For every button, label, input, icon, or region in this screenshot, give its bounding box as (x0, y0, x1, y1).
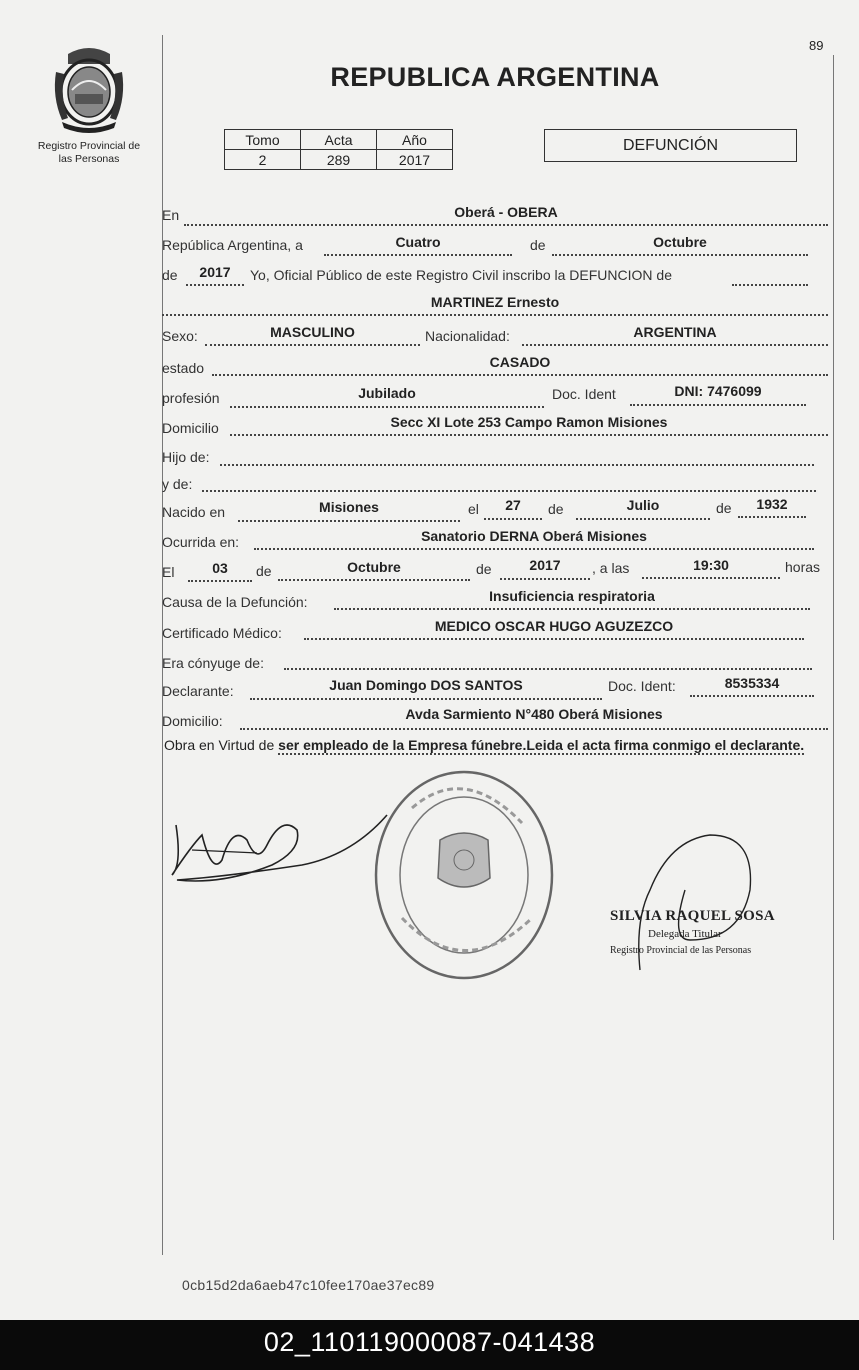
label-conyuge: Era cónyuge de: (162, 655, 264, 671)
value-nac-mes: Julio (626, 497, 660, 513)
label-profesion: profesión (162, 390, 220, 406)
label-sexo: Sexo: (162, 328, 198, 344)
registry-line-2: las Personas (58, 153, 120, 165)
footer-id-bar: 02_110119000087-041438 (0, 1320, 859, 1370)
label-a-las: , a las (592, 560, 630, 576)
label-de-6: de (476, 561, 492, 577)
signatory-name: SILVIA RAQUEL SOSA (610, 908, 775, 924)
tomo-label: Tomo (225, 130, 301, 150)
label-domicilio-2: Domicilio: (162, 713, 223, 729)
label-de-5: de (256, 563, 272, 579)
label-horas: horas (785, 559, 821, 575)
document-hash: 0cb15d2da6aeb47c10fee170ae37ec89 (182, 1277, 435, 1293)
tomo-value: 2 (225, 150, 301, 170)
label-republica: República Argentina, a (162, 237, 303, 253)
label-de-1: de (530, 237, 546, 253)
label-domicilio: Domicilio (162, 420, 219, 436)
value-dia: Cuatro (395, 234, 441, 250)
label-de-3: de (548, 501, 564, 517)
label-doc-ident-2: Doc. Ident: (608, 678, 676, 694)
acta-label: Acta (301, 130, 377, 150)
anio-value: 2017 (377, 150, 453, 170)
label-el-cap: El (162, 564, 175, 580)
value-nac-anio: 1932 (756, 496, 788, 512)
label-certificado: Certificado Médico: (162, 625, 282, 641)
label-yo: Yo, Oficial Público de este Registro Civil inscribo la DEFUNCION de (250, 267, 672, 283)
label-en: En (162, 207, 180, 223)
value-causa: Insuficiencia respiratoria (489, 588, 655, 604)
value-ocurrida-en: Sanatorio DERNA Oberá Misiones (421, 528, 647, 544)
value-declarante: Juan Domingo DOS SANTOS (329, 677, 523, 693)
label-obra: Obra en Virtud de (164, 737, 275, 753)
value-profesion: Jubilado (358, 385, 416, 401)
label-y-de: y de: (162, 476, 193, 492)
value-lugar: Oberá - OBERA (454, 204, 558, 220)
page-title: REPUBLICA ARGENTINA (330, 62, 660, 92)
fill-after-yo (732, 266, 808, 286)
acta-value: 289 (301, 150, 377, 170)
value-def-anio: 2017 (529, 557, 561, 573)
value-nacido-en: Misiones (319, 499, 379, 515)
value-def-hora: 19:30 (693, 557, 729, 573)
label-estado: estado (162, 360, 205, 376)
value-sexo: MASCULINO (270, 324, 355, 340)
label-de-4: de (716, 500, 732, 516)
obra-paragraph (164, 734, 832, 756)
value-obra: ser empleado de la Empresa fúnebre.Leida el acta firma conmigo el declarante. (278, 737, 805, 753)
fill-conyuge (284, 650, 812, 670)
label-declarante: Declarante: (162, 683, 234, 699)
declarant-signature (162, 805, 402, 895)
value-estado: CASADO (489, 354, 551, 370)
province-seal-logo (48, 42, 130, 134)
value-nombre: MARTINEZ Ernesto (430, 294, 560, 310)
record-number-table (224, 129, 453, 170)
fill-y-de (202, 472, 816, 492)
label-hijo-de: Hijo de: (162, 449, 210, 465)
value-nacionalidad: ARGENTINA (633, 324, 717, 340)
value-doc: DNI: 7476099 (674, 383, 762, 399)
value-anio: 2017 (199, 264, 231, 280)
value-def-dia: 03 (212, 560, 228, 576)
label-nacido-en: Nacido en (162, 504, 226, 520)
label-el: el (468, 501, 479, 517)
value-nac-dia: 27 (505, 497, 521, 513)
value-mes: Octubre (653, 234, 707, 250)
label-doc-ident: Doc. Ident (552, 386, 616, 402)
value-declarante-doc: 8535334 (724, 675, 780, 691)
document-type-box: DEFUNCIÓN (544, 129, 797, 162)
value-certificado: MEDICO OSCAR HUGO AGUZEZCO (434, 618, 674, 634)
fill-hijo-de (220, 446, 814, 466)
right-margin-line (833, 55, 834, 1240)
label-causa: Causa de la Defunción: (162, 594, 308, 610)
value-declarante-domicilio: Avda Sarmiento N°480 Oberá Misiones (405, 706, 663, 722)
page-number: 89 (809, 38, 824, 53)
anio-label: Año (377, 130, 453, 150)
label-de-2: de (162, 267, 178, 283)
signatory-role: Delegada Titular (648, 928, 722, 940)
official-stamp (372, 768, 556, 982)
registry-name (30, 140, 148, 166)
registry-line-1: Registro Provincial de (37, 140, 141, 152)
label-nacionalidad: Nacionalidad: (425, 328, 510, 344)
registrar-signature (630, 830, 770, 980)
label-ocurrida-en: Ocurrida en: (162, 534, 240, 550)
signatory-organization: Registro Provincial de las Personas (610, 945, 752, 956)
value-domicilio: Secc XI Lote 253 Campo Ramon Misiones (390, 414, 668, 430)
value-def-mes: Octubre (347, 559, 401, 575)
